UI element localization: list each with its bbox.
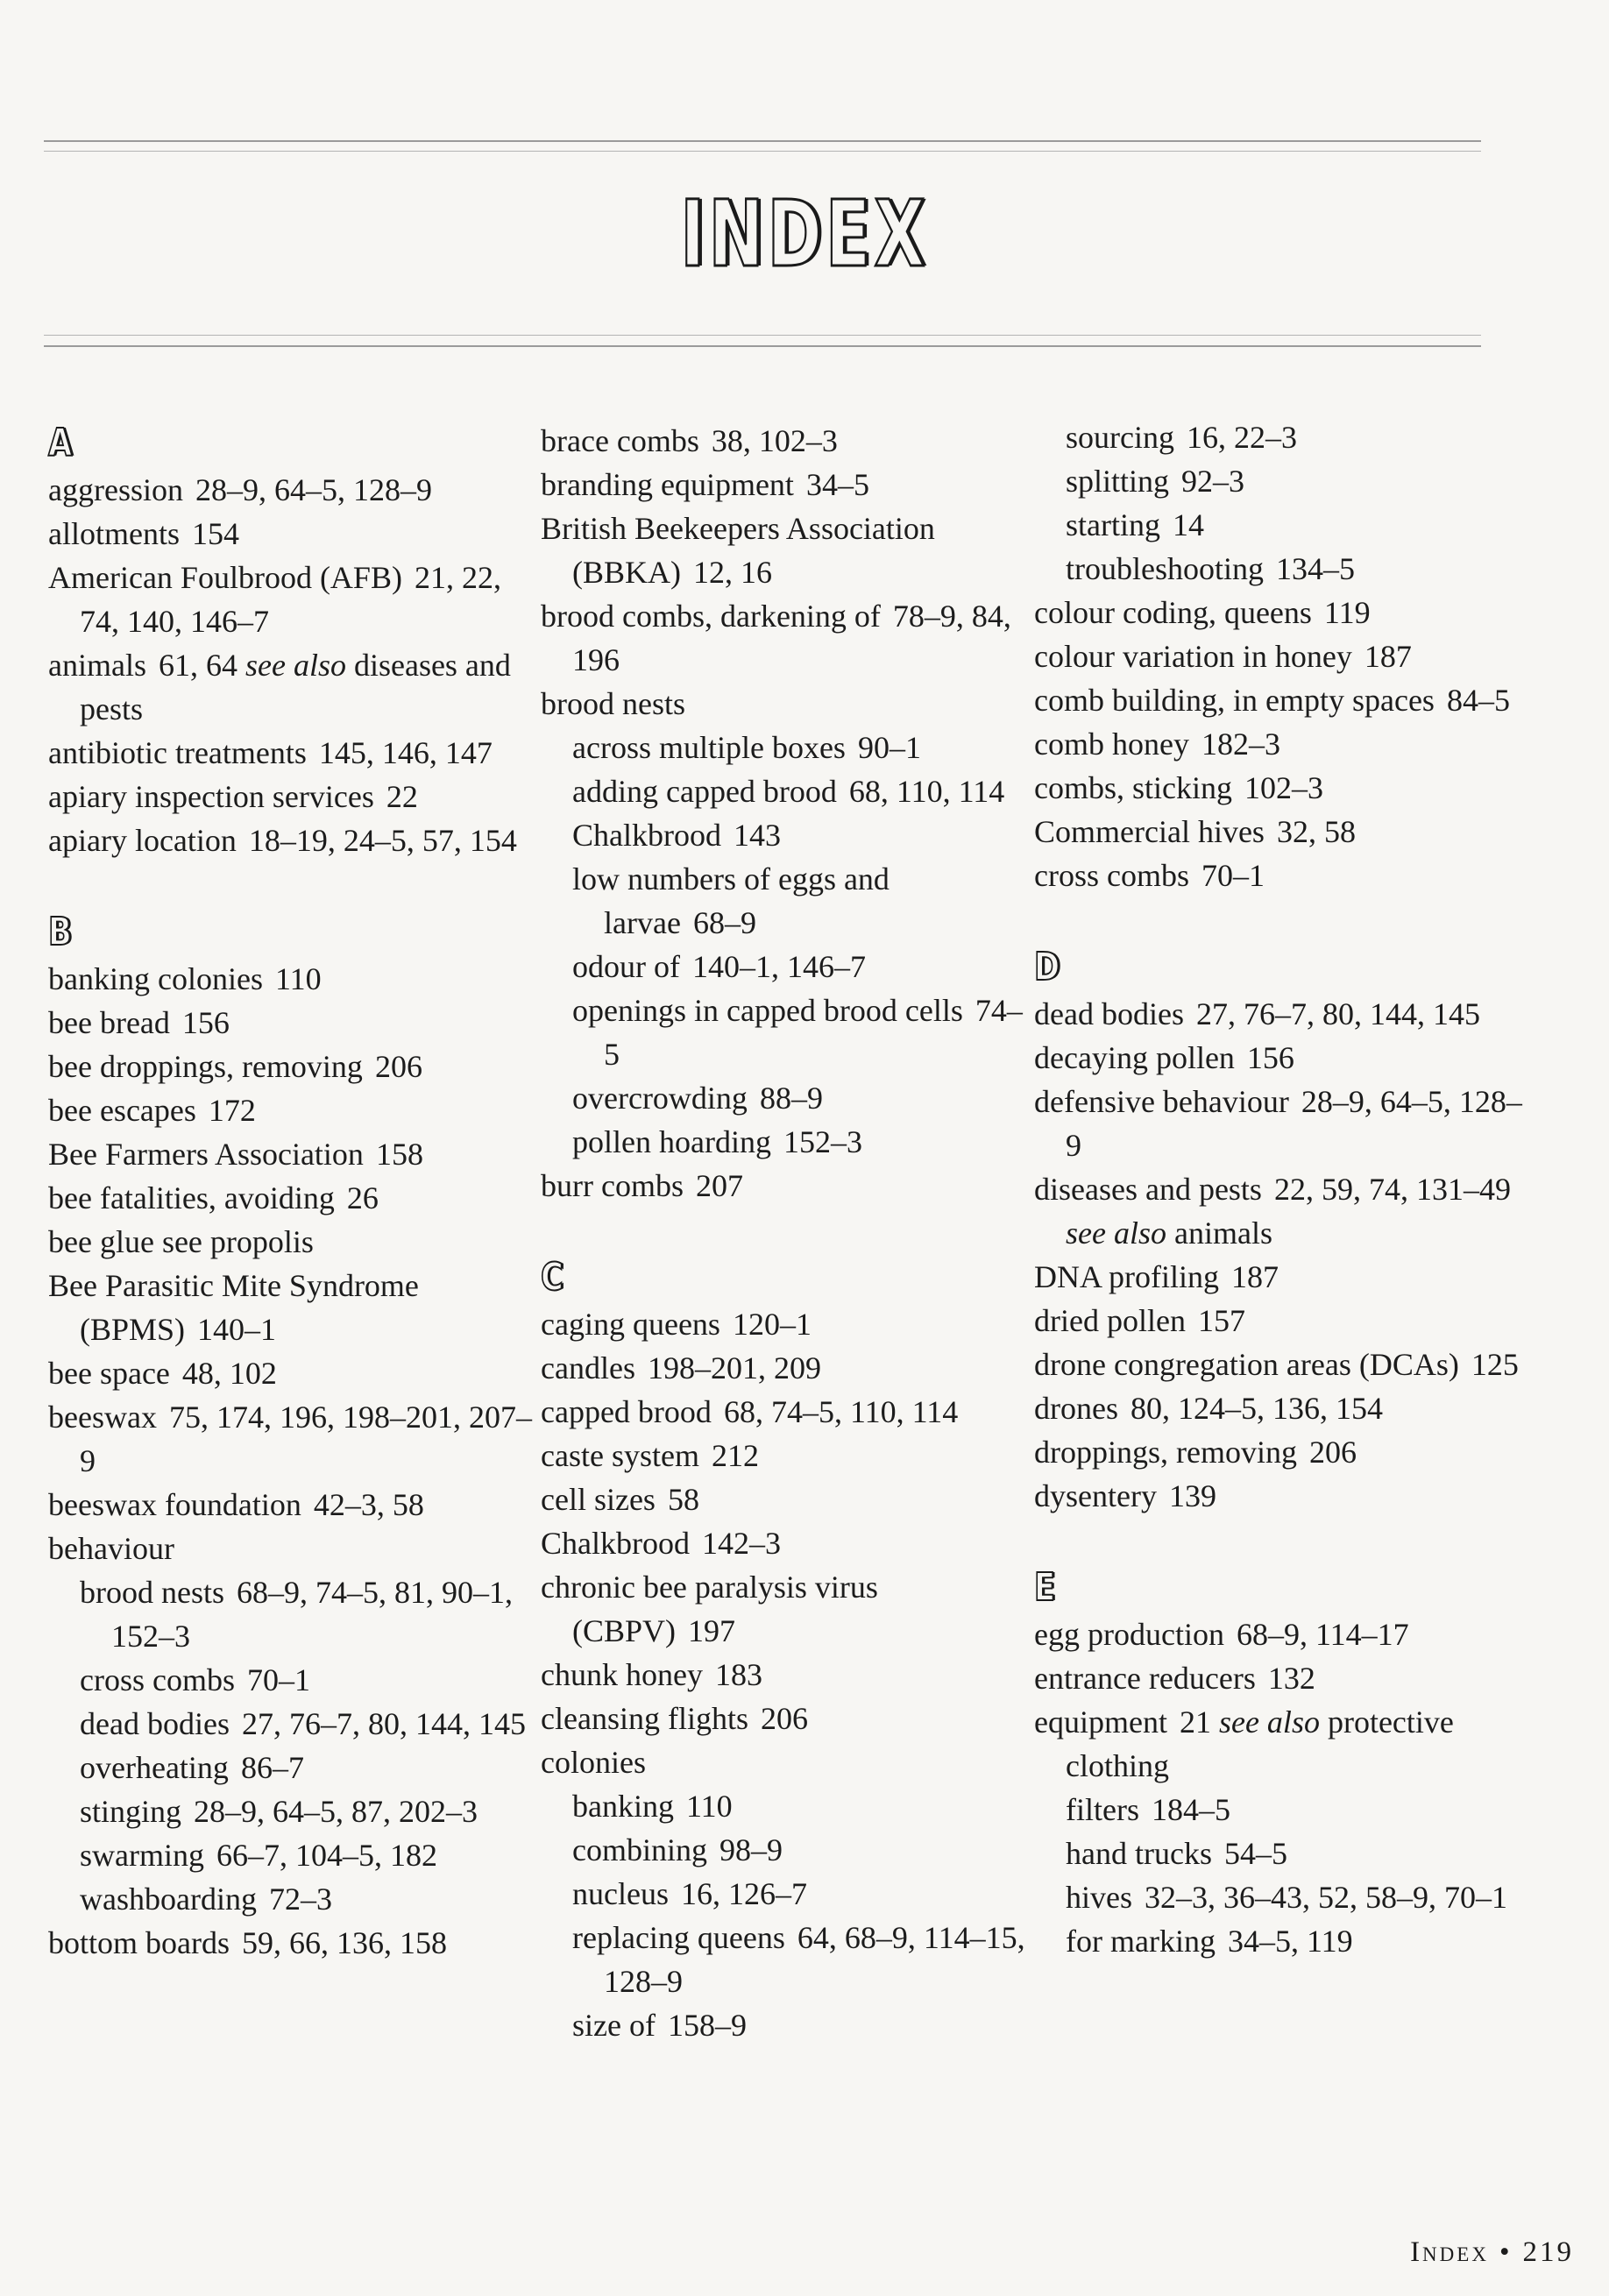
entry-term: cleansing flights: [541, 1701, 748, 1736]
index-subentry: [48, 1702, 539, 1746]
entry-pages: 22: [386, 779, 418, 814]
entry-term: nucleus: [572, 1876, 669, 1911]
entry-term: beeswax foundation: [48, 1487, 301, 1522]
entry-term: drone congregation areas (DCAs): [1034, 1347, 1459, 1382]
index-entry: [48, 1220, 539, 1264]
entry-term: defensive behaviour: [1034, 1084, 1289, 1119]
index-entry: [1034, 722, 1525, 766]
entry-pages: 142–3: [701, 1526, 781, 1561]
index-entry: [1034, 1700, 1525, 1788]
entry-term: brood combs, darkening of: [541, 599, 881, 634]
entry-pages: 28–9, 64–5, 87, 202–3: [194, 1794, 478, 1829]
index-entry: [48, 1527, 539, 1570]
entry-pages: 152–3: [783, 1124, 862, 1159]
entry-term: American Foulbrood (AFB): [48, 560, 402, 595]
entry-term: bottom boards: [48, 1925, 230, 1960]
entry-pages: 78–9, 84, 196: [572, 599, 1011, 677]
entry-pages: 197: [688, 1613, 736, 1648]
entry-pages: 61, 64: [158, 648, 237, 683]
index-entry: [1034, 854, 1525, 897]
entry-term: combining: [572, 1832, 707, 1867]
index-subentry: [48, 1746, 539, 1789]
entry-pages: 90–1: [857, 730, 921, 765]
entry-term: colonies: [541, 1745, 646, 1780]
entry-term: washboarding: [80, 1881, 257, 1917]
index-subentry: [48, 1833, 539, 1877]
entry-pages: 48, 102: [181, 1356, 277, 1391]
entry-term: colour coding, queens: [1034, 595, 1312, 630]
entry-term: droppings, removing: [1034, 1435, 1297, 1470]
entry-pages: 21, 22, 74, 140, 146–7: [80, 560, 501, 639]
entry-see-also: see also: [1218, 1704, 1320, 1740]
index-entry: [48, 775, 539, 818]
entry-pages: 18–19, 24–5, 57, 154: [248, 823, 517, 858]
index-entry: [48, 1176, 539, 1220]
entry-pages: 184–5: [1151, 1792, 1230, 1827]
index-subentry: [541, 989, 1031, 1076]
entry-pages: 32, 58: [1276, 814, 1356, 849]
entry-term: brace combs: [541, 423, 699, 458]
bottom-rule-upper: [44, 335, 1481, 336]
index-subentry: [541, 1828, 1031, 1872]
entry-term: dead bodies: [1034, 996, 1184, 1031]
index-subentry: [541, 1784, 1031, 1828]
entry-term: banking: [572, 1789, 674, 1824]
entry-pages: 140–1, 146–7: [691, 949, 866, 984]
entry-term: brood nests: [80, 1575, 224, 1610]
entry-term: dysentery: [1034, 1478, 1157, 1513]
entry-pages: 92–3: [1181, 464, 1245, 499]
index-subentry: [541, 726, 1031, 769]
entry-see-also: see also: [245, 648, 346, 683]
entry-pages: 110: [274, 961, 322, 996]
index-subentry: [48, 1570, 539, 1658]
entry-pages: 68–9, 74–5, 81, 90–1, 152–3: [111, 1575, 513, 1654]
entry-pages: 158–9: [667, 2008, 747, 2043]
entry-pages: 74–5: [604, 993, 1023, 1072]
index-subentry: [541, 857, 1031, 945]
entry-term: drones: [1034, 1391, 1118, 1426]
entry-term: cross combs: [1034, 858, 1189, 893]
index-subentry: [48, 1877, 539, 1921]
entry-term: British Beekeepers Association (BBKA): [541, 511, 935, 590]
entry-pages: 172: [208, 1093, 256, 1128]
entry-term: aggression: [48, 472, 183, 507]
footer-bullet: •: [1499, 2236, 1513, 2268]
entry-term: openings in capped brood cells: [572, 993, 963, 1028]
index-entry: [541, 594, 1031, 682]
index-subentry: [541, 813, 1031, 857]
entry-term: for marking: [1066, 1924, 1216, 1959]
entry-pages: 134–5: [1275, 551, 1355, 586]
index-entry: [1034, 1386, 1525, 1430]
entry-pages: 80, 124–5, 136, 154: [1130, 1391, 1383, 1426]
entry-term: cell sizes: [541, 1482, 656, 1517]
entry-pages: 68, 74–5, 110, 114: [723, 1394, 959, 1429]
entry-see-also: see also: [1066, 1215, 1166, 1251]
entry-pages: 110: [685, 1789, 733, 1824]
entry-term: Chalkbrood: [572, 818, 721, 853]
entry-pages: 187: [1231, 1259, 1279, 1294]
entry-pages: 54–5: [1223, 1836, 1287, 1871]
index-entry: [48, 1132, 539, 1176]
entry-term: caging queens: [541, 1307, 720, 1342]
section-letter-d: D: [1034, 945, 1060, 989]
index-subentry: [1034, 1832, 1525, 1875]
index-subentry: [541, 769, 1031, 813]
entry-term: candles: [541, 1350, 635, 1385]
index-entry: [1034, 1612, 1525, 1656]
entry-pages: 70–1: [1201, 858, 1265, 893]
entry-term: bee space: [48, 1356, 170, 1391]
entry-term: Chalkbrood: [541, 1526, 690, 1561]
entry-term: colour variation in honey: [1034, 639, 1352, 674]
entry-term: capped brood: [541, 1394, 712, 1429]
entry-pages: 28–9, 64–5, 128–9: [195, 472, 432, 507]
entry-term: combs, sticking: [1034, 770, 1232, 805]
entry-term: stinging: [80, 1794, 182, 1829]
index-entry: [48, 1001, 539, 1045]
index-entry: [48, 643, 539, 731]
entry-term: chronic bee paralysis virus (CBPV): [541, 1570, 878, 1648]
index-column-1: [48, 419, 539, 1965]
entry-pages: 72–3: [268, 1881, 332, 1917]
entry-pages: 26: [346, 1180, 379, 1215]
entry-pages: 42–3, 58: [313, 1487, 424, 1522]
entry-term: dried pollen: [1034, 1303, 1186, 1338]
index-subentry: [48, 1789, 539, 1833]
index-subentry: [1034, 547, 1525, 591]
index-entry: [48, 731, 539, 775]
entry-term: DNA profiling: [1034, 1259, 1219, 1294]
index-entry: [541, 507, 1031, 594]
entry-term: decaying pollen: [1034, 1040, 1235, 1075]
entry-pages: 206: [760, 1701, 808, 1736]
section-gap: [1034, 1518, 1525, 1558]
entry-pages: 68, 110, 114: [848, 774, 1005, 809]
entry-term: banking colonies: [48, 961, 263, 996]
index-entry: [1034, 992, 1525, 1036]
top-rule-upper: [44, 140, 1481, 142]
entry-pages: 16, 22–3: [1186, 420, 1297, 455]
entry-pages: 27, 76–7, 80, 144, 145: [1195, 996, 1480, 1031]
index-entry: [541, 1434, 1031, 1478]
index-subentry: [1034, 459, 1525, 503]
entry-pages: 64, 68–9, 114–15, 128–9: [604, 1920, 1025, 1999]
entry-term: splitting: [1066, 464, 1170, 499]
entry-term: bee bread: [48, 1005, 170, 1040]
entry-term: replacing queens: [572, 1920, 785, 1955]
index-entry: [48, 1921, 539, 1965]
entry-term: swarming: [80, 1838, 204, 1873]
index-subentry: [1034, 503, 1525, 547]
entry-pages: 22, 59, 74, 131–49: [1273, 1172, 1511, 1207]
entry-pages: 14: [1172, 507, 1204, 542]
entry-term: filters: [1066, 1792, 1139, 1827]
entry-pages: 38, 102–3: [711, 423, 838, 458]
entry-term: cross combs: [80, 1662, 235, 1697]
index-subentry: [541, 1916, 1031, 2003]
page-footer: [1410, 2236, 1574, 2269]
index-entry: [48, 1351, 539, 1395]
entry-pages: 145, 146, 147: [318, 735, 493, 770]
entry-term: bee escapes: [48, 1093, 196, 1128]
entry-term: bee glue see propolis: [48, 1224, 314, 1259]
top-rule-lower: [44, 151, 1481, 152]
entry-see-also-target: animals: [1173, 1215, 1272, 1251]
section-gap: [541, 1208, 1031, 1248]
index-entry: [1034, 591, 1525, 634]
entry-term: branding equipment: [541, 467, 794, 502]
entry-term: apiary inspection services: [48, 779, 374, 814]
entry-pages: 157: [1197, 1303, 1245, 1338]
entry-pages: 120–1: [732, 1307, 812, 1342]
footer-label: Index: [1410, 2236, 1489, 2268]
index-entry: [1034, 1255, 1525, 1299]
entry-term: Bee Parasitic Mite Syndrome (BPMS): [48, 1268, 419, 1347]
section-letter-a: A: [48, 421, 73, 465]
index-entry: [1034, 1167, 1525, 1255]
index-column-2: [541, 419, 1031, 2047]
index-entry: [48, 468, 539, 512]
entry-see-also-target: protective clothing: [1066, 1704, 1454, 1783]
entry-pages: 125: [1471, 1347, 1519, 1382]
entry-term: pollen hoarding: [572, 1124, 771, 1159]
entry-pages: 66–7, 104–5, 182: [216, 1838, 437, 1873]
index-entry: [1034, 1430, 1525, 1474]
entry-term: diseases and pests: [1034, 1172, 1262, 1207]
entry-pages: 156: [181, 1005, 230, 1040]
bottom-rule-lower: [44, 345, 1481, 347]
index-entry: [541, 1302, 1031, 1346]
entry-term: sourcing: [1066, 420, 1174, 455]
entry-pages: 59, 66, 136, 158: [241, 1925, 447, 1960]
entry-pages: 28–9, 64–5, 128–9: [1066, 1084, 1522, 1163]
entry-pages: 206: [1308, 1435, 1357, 1470]
section-letter-e: E: [1034, 1565, 1056, 1610]
entry-pages: 34–5, 119: [1227, 1924, 1353, 1959]
section-letter-b: B: [48, 910, 72, 954]
index-subentry: [1034, 415, 1525, 459]
entry-term: low numbers of eggs and larvae: [572, 861, 890, 940]
entry-pages: 12, 16: [693, 555, 772, 590]
index-entry: [541, 1390, 1031, 1434]
index-entry: [48, 1395, 539, 1483]
entry-pages: 102–3: [1244, 770, 1323, 805]
entry-pages: 75, 174, 196, 198–201, 207–9: [80, 1400, 532, 1478]
index-entry: [48, 1088, 539, 1132]
index-entry: [1034, 1343, 1525, 1386]
entry-term: odour of: [572, 949, 680, 984]
entry-term: troubleshooting: [1066, 551, 1264, 586]
index-entry: [1034, 1474, 1525, 1518]
entry-term: comb building, in empty spaces: [1034, 683, 1435, 718]
entry-term: chunk honey: [541, 1657, 703, 1692]
index-entry: [48, 1045, 539, 1088]
entry-term: bee fatalities, avoiding: [48, 1180, 335, 1215]
index-subentry: [1034, 1919, 1525, 1963]
index-entry: [48, 957, 539, 1001]
index-entry: [48, 1483, 539, 1527]
entry-pages: 207: [695, 1168, 743, 1203]
entry-pages: 68–9, 114–17: [1236, 1617, 1409, 1652]
entry-term: comb honey: [1034, 726, 1189, 762]
index-column-3: [1034, 415, 1525, 1963]
entry-pages: 86–7: [240, 1750, 304, 1785]
entry-pages: 212: [711, 1438, 759, 1473]
entry-pages: 132: [1267, 1661, 1315, 1696]
page-number: 219: [1522, 2236, 1574, 2268]
index-entry: [1034, 810, 1525, 854]
entry-pages: 143: [733, 818, 781, 853]
entry-pages: 182–3: [1201, 726, 1280, 762]
entry-term: animals: [48, 648, 146, 683]
index-entry: [541, 1164, 1031, 1208]
entry-pages: 139: [1168, 1478, 1216, 1513]
entry-pages: 21: [1179, 1704, 1211, 1740]
entry-pages: 34–5: [805, 467, 869, 502]
index-entry: [541, 1565, 1031, 1653]
index-entry: [541, 1740, 1031, 1784]
entry-term: caste system: [541, 1438, 699, 1473]
entry-pages: 16, 126–7: [680, 1876, 807, 1911]
entry-term: allotments: [48, 516, 180, 551]
index-entry: [1034, 1080, 1525, 1167]
entry-term: behaviour: [48, 1531, 174, 1566]
entry-pages: 58: [667, 1482, 699, 1517]
entry-pages: 88–9: [759, 1081, 823, 1116]
index-columns: [48, 419, 1538, 2137]
index-subentry: [541, 1120, 1031, 1164]
entry-term: dead bodies: [80, 1706, 230, 1741]
entry-term: hives: [1066, 1880, 1132, 1915]
entry-pages: 68–9: [692, 905, 756, 940]
entry-term: size of: [572, 2008, 656, 2043]
entry-term: apiary location: [48, 823, 237, 858]
entry-pages: 198–201, 209: [647, 1350, 821, 1385]
entry-term: overheating: [80, 1750, 229, 1785]
index-entry: [1034, 1036, 1525, 1080]
entry-pages: 32–3, 36–43, 52, 58–9, 70–1: [1145, 1880, 1507, 1915]
entry-pages: 187: [1364, 639, 1412, 674]
entry-pages: 154: [191, 516, 239, 551]
index-subentry: [541, 1872, 1031, 1916]
index-entry: [541, 419, 1031, 463]
section-gap: [1034, 897, 1525, 938]
index-entry: [48, 818, 539, 862]
index-entry: [541, 682, 1031, 726]
entry-term: beeswax: [48, 1400, 157, 1435]
index-subentry: [1034, 1875, 1525, 1919]
entry-pages: 206: [374, 1049, 422, 1084]
index-entry: [541, 1653, 1031, 1697]
entry-term: entrance reducers: [1034, 1661, 1256, 1696]
index-entry: [541, 1521, 1031, 1565]
index-subentry: [541, 1076, 1031, 1120]
section-gap: [48, 862, 539, 903]
index-subentry: [48, 1658, 539, 1702]
entry-pages: 98–9: [719, 1832, 783, 1867]
entry-term: Commercial hives: [1034, 814, 1265, 849]
index-entry: [541, 463, 1031, 507]
entry-pages: 140–1: [197, 1312, 277, 1347]
entry-term: antibiotic treatments: [48, 735, 307, 770]
index-entry: [541, 1697, 1031, 1740]
section-letter-c: C: [541, 1255, 564, 1300]
index-subentry: [541, 2003, 1031, 2047]
entry-pages: 70–1: [246, 1662, 310, 1697]
index-entry: [1034, 634, 1525, 678]
index-entry: [541, 1346, 1031, 1390]
entry-pages: 84–5: [1446, 683, 1510, 718]
entry-term: starting: [1066, 507, 1160, 542]
index-entry: [1034, 678, 1525, 722]
entry-see-also-target: diseases and pests: [80, 648, 511, 726]
index-subentry: [541, 945, 1031, 989]
entry-term: egg production: [1034, 1617, 1224, 1652]
entry-term: bee droppings, removing: [48, 1049, 363, 1084]
index-entry: [1034, 1299, 1525, 1343]
entry-pages: 27, 76–7, 80, 144, 145: [241, 1706, 526, 1741]
index-entry: [48, 556, 539, 643]
index-entry: [48, 1264, 539, 1351]
entry-term: brood nests: [541, 686, 685, 721]
entry-pages: 156: [1246, 1040, 1294, 1075]
index-entry: [1034, 1656, 1525, 1700]
entry-term: equipment: [1034, 1704, 1167, 1740]
entry-term: overcrowding: [572, 1081, 748, 1116]
index-subentry: [1034, 1788, 1525, 1832]
entry-pages: 183: [714, 1657, 762, 1692]
index-entry: [48, 512, 539, 556]
index-entry: [1034, 766, 1525, 810]
entry-term: Bee Farmers Association: [48, 1137, 364, 1172]
entry-pages: 158: [375, 1137, 423, 1172]
page-title: INDEX: [680, 181, 929, 287]
entry-term: hand trucks: [1066, 1836, 1212, 1871]
entry-term: adding capped brood: [572, 774, 837, 809]
entry-term: burr combs: [541, 1168, 684, 1203]
index-entry: [541, 1478, 1031, 1521]
entry-pages: 119: [1323, 595, 1371, 630]
entry-term: across multiple boxes: [572, 730, 846, 765]
